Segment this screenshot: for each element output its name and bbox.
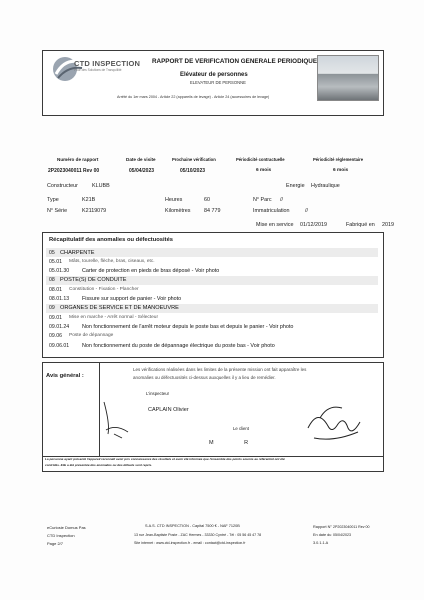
summary-next-check: 05/10/2023 — [180, 168, 206, 174]
client-signature-icon — [298, 398, 368, 446]
anomaly-code: 05.01 — [49, 258, 62, 265]
anomaly-text: Non fonctionnement de l'arrêt moteur depuis le poste bas et depuis le panier - Voir photo — [82, 323, 294, 330]
anomalies-title: Récapitulatif des anomalies ou défectuosités — [49, 237, 174, 243]
type-label: Type — [47, 197, 59, 203]
anomaly-code: 05.01.30 — [49, 268, 70, 275]
mise-en-service-label: Mise en service — [256, 222, 294, 228]
anomaly-code: 08.01.13 — [49, 296, 70, 302]
decree-reference: Arrêté du 1er mars 2004 - Article 22 (appareils de levage) - Article 24 (accessoires de levage) — [117, 95, 270, 99]
anomaly-code: 09.01.24 — [49, 323, 70, 330]
summary-report-number: 2P2023040011 Rev 00 — [48, 168, 100, 174]
anomaly-code: 09.06.01 — [49, 342, 70, 349]
summary-visit-date: 05/04/2023 — [129, 168, 155, 174]
inspecteur-name: CAPLAIN Olivier — [148, 407, 189, 413]
summary-header-report-number: Numéro de rapport — [57, 157, 99, 162]
anomaly-code: 08 — [49, 277, 55, 284]
avis-text-line2: anomalies ou défectuosités ci-dessus auxquelles il y a lieu de remédier. — [133, 375, 276, 380]
summary-regulatory-period: 6 mois — [333, 168, 349, 173]
avis-label: Avis général : — [46, 373, 84, 379]
anomaly-text: Carter de protection en pieds de bras déposé - Voir photo — [82, 268, 220, 275]
energie-label: Energie — [286, 183, 305, 189]
footer-report-label: Rapport N° — [313, 525, 332, 529]
heures-label: Heures — [165, 197, 183, 203]
footer-left-3: Page 2/7 — [47, 541, 64, 546]
type-value: K21B — [82, 197, 96, 203]
anomaly-text: POSTE(S) DE CONDUITE — [60, 277, 127, 284]
footer-left-1: eCuriosie Domus Pas — [47, 525, 86, 530]
logo-tagline: Pour des Solutions de Tranquillité — [74, 68, 122, 72]
immat-label: Immatriculation — [253, 208, 290, 214]
constructeur-label: Constructeur — [47, 183, 78, 189]
footer-report-value: 2P2023040011 Rev 00 — [333, 525, 370, 529]
summary-header-next-check: Prochaine vérification — [172, 157, 216, 162]
fabrique-value: 2019 — [382, 222, 394, 228]
footer-left-2: CTD Inspection — [47, 533, 75, 538]
anomaly-code: 05 — [49, 249, 55, 256]
client-initials: M R — [209, 440, 249, 446]
anomaly-row-sub — [46, 257, 378, 266]
inspector-signature-icon — [96, 394, 146, 442]
summary-header-regulatory-period: Périodicité réglementaire — [313, 157, 364, 162]
footer-address: 13 rue Jean-Baptiste Poste - ZAC Hermes - 33330 Cyntré - Tél : 05 56 45 47 78 — [134, 533, 262, 537]
anomaly-code: 09 — [49, 305, 55, 312]
footer-date-label: En date du — [313, 533, 332, 537]
anomaly-code: 08.01 — [49, 286, 62, 293]
anomaly-row-sub — [46, 285, 378, 294]
report-title: RAPPORT DE VERIFICATION GENERALE PERIODIQUE — [152, 58, 318, 65]
anomaly-row-sub — [46, 313, 378, 322]
anomaly-row-def — [46, 341, 378, 350]
anomaly-row-def — [46, 322, 378, 331]
km-value: 84 779 — [204, 208, 221, 214]
logo-text: CTD INSPECTION — [74, 59, 141, 68]
summary-header-visit-date: Date de visite — [126, 157, 156, 162]
company-logo — [46, 52, 144, 82]
footer-company: S.A.S. CTD INSPECTION - Capital 7500 € - NAF 7120B — [145, 524, 240, 528]
footer-date-value: 05/04/2023 — [333, 533, 351, 537]
summary-contract-period: 6 mois — [256, 168, 272, 173]
anomaly-text: ORGANES DE SERVICE ET DE MANOEUVRE — [60, 305, 179, 312]
footer-website: Site internet : www.ctd-inspection.fr - email : contact@ctd-inspection.fr — [134, 541, 246, 545]
parc-label: N° Parc — [253, 197, 272, 203]
anomaly-text: Poste de dépannage — [69, 333, 114, 339]
header-photo — [317, 55, 379, 101]
immat-value: // — [305, 208, 308, 214]
serie-label: N° Série — [47, 208, 68, 214]
anomaly-code: 09.06 — [49, 333, 62, 340]
disclaimer-line2: contrôlés. Elle a été présentée des anomalies ou des défauts sont repris. — [45, 463, 153, 467]
equipment-category-caps: ELEVATEUR DE PERSONNE — [190, 80, 246, 85]
parc-value: // — [280, 197, 283, 203]
fabrique-label: Fabriqué en — [346, 222, 375, 228]
anomaly-row-def — [46, 267, 378, 276]
anomaly-row-def — [46, 295, 378, 304]
constructeur-value: KLUBB — [92, 183, 110, 189]
anomaly-code: 09.01 — [49, 314, 62, 321]
equipment-category: Elévateur de personnes — [180, 72, 248, 78]
anomaly-text: Fissure sur support de panier - Voir photo — [82, 296, 182, 302]
anomaly-row-cat — [46, 304, 378, 313]
anomaly-text: Mise en marche - Arrêt normal - Sélecteur — [69, 314, 159, 320]
anomaly-text: Mâts, tourelle, flèche, bras, ciseaux, etc. — [69, 258, 155, 264]
energie-value: Hydraulique — [311, 183, 340, 189]
serie-value: K2119079 — [82, 208, 107, 214]
anomaly-text: CHARPENTE — [60, 249, 95, 256]
anomaly-text: Constitution - Fixation - Plancher — [69, 286, 139, 292]
avis-text-line1: Les vérifications réalisées dans les limites de la présente mission ont fait apparaître les — [133, 367, 307, 372]
heures-value: 60 — [204, 197, 210, 203]
client-label: Le client — [233, 426, 250, 431]
footer-version: 3.0.1.1.A — [313, 541, 329, 545]
anomaly-row-cat — [46, 276, 378, 285]
anomaly-row-sub — [46, 332, 378, 341]
mise-en-service-value: 01/12/2019 — [300, 222, 327, 228]
summary-header-contract-period: Périodicité contractuelle — [236, 157, 285, 162]
disclaimer-line1: La personne ayant présenté l'appareil reconnaît avoir pris connaissance des résultats et avoir été informée que l'ensemble des points soumis au référentiel ont été — [45, 457, 285, 461]
anomaly-text: Non fonctionnement du poste de dépannage électrique du poste bas - Voir photo — [82, 342, 275, 349]
km-label: Kilomètres — [165, 208, 191, 214]
inspecteur-label: L'inspecteur — [146, 391, 170, 396]
anomaly-row-cat — [46, 248, 378, 257]
